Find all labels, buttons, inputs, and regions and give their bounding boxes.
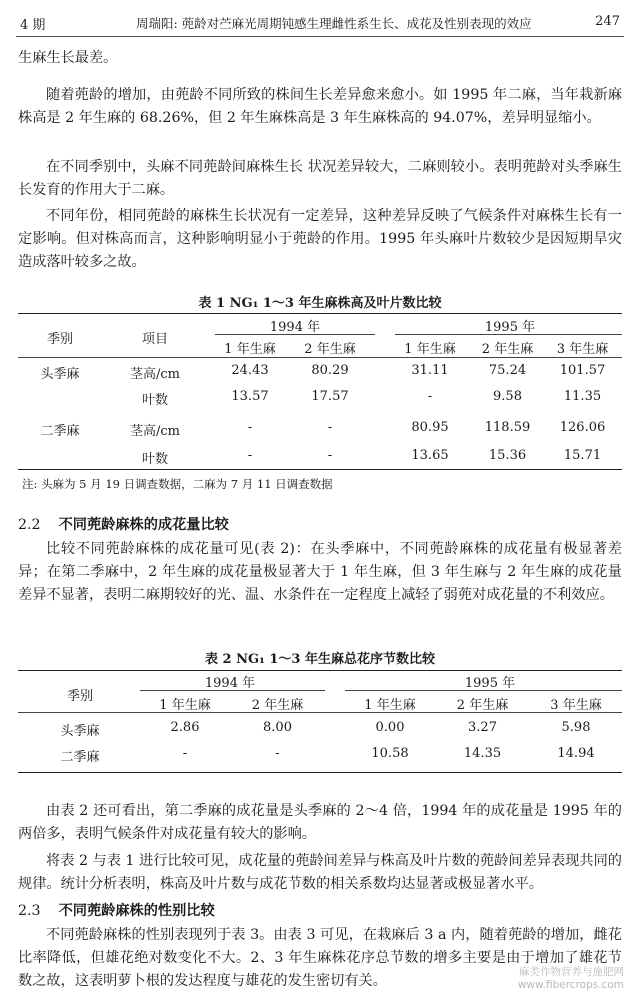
table2-cell: 2.86 (170, 720, 200, 735)
paragraph: 将表 2 与表 1 进行比较可见，成花量的蔸龄间差异与株高及叶片数的蔸龄间差异表现共同的规律。统计分析表明，株高及叶片数与成花节数的相关系数均达显著或极显著水平。 (18, 853, 622, 892)
table1-cell: 101.57 (559, 363, 606, 378)
table1-cell: 75.24 (488, 363, 527, 378)
table1-sub-1994-1: 1 年生麻 (224, 342, 276, 357)
table1-top-rule (18, 313, 622, 314)
table1-cell: 126.06 (559, 420, 606, 435)
table1-cell: 11.35 (563, 389, 602, 404)
site-watermark (518, 966, 624, 992)
table1-cell: - (327, 420, 333, 435)
table2-sub-1995-1: 1 年生麻 (364, 698, 416, 713)
table2-cell: 14.35 (463, 746, 502, 761)
table1-item: 茎高/cm (130, 367, 180, 382)
paragraph: 不同蔸龄麻株的性别表现列于表 3。由表 3 可见，在栽麻后 3 a 内，随着蔸龄的增加，雌花比率降低，但雄花绝对数变化不大。2、3 年生麻株花序总节数的增多主要是由于增加了雄花节数之故，这表明萝卜根的发达程度与雄花的发生密切有关。 (18, 927, 622, 989)
table1-header-item: 项目 (141, 332, 168, 347)
table1-item: 叶数 (141, 452, 168, 467)
table2-cell: 5.98 (561, 720, 591, 735)
table1-item: 叶数 (141, 393, 168, 408)
table2-top-rule (18, 670, 622, 671)
watermark-line: www.fibercrops.com (517, 979, 624, 991)
table1-cell: 17.57 (311, 389, 349, 404)
table2-cell: 8.00 (263, 720, 292, 735)
table1-cell: - (427, 389, 433, 404)
table1-cell: - (247, 420, 253, 435)
table1-cell: 24.43 (231, 363, 269, 378)
table1-caption: 表 1 NG₁ 1～3 年生麻株高及叶片数比较 (198, 296, 442, 311)
table2-bottom-rule (18, 772, 622, 773)
table2-year-1994: 1994 年 (204, 676, 256, 691)
table2-cell: 3.27 (468, 720, 497, 735)
table1-year-1995: 1995 年 (484, 320, 536, 335)
section-number: 2.3 (18, 903, 41, 919)
table1-sub-1995-1: 1 年生麻 (404, 342, 456, 357)
table1-subrule-1995 (395, 334, 622, 335)
table2-sub-1994-2: 2 年生麻 (251, 698, 304, 713)
running-header (16, 10, 624, 37)
table2-season: 头季麻 (60, 724, 100, 739)
issue-number: 4 期 (20, 18, 46, 33)
paragraph: 比较不同蔸龄麻株的成花量可见(表 2)：在头季麻中，不同蔸龄麻株的成花量有极显著差异；在第二季麻中，2 年生麻的成花量极显著大于 1 年生麻，但 3 年生麻与 2 年生麻的成花量差异不显著，表明二麻期较好的光、温、水条件在一定程度上减轻了弱蔸对成花量的不利效应。 (18, 541, 622, 603)
paragraph: 生麻生长最差。 (18, 50, 118, 66)
table1-year-1994: 1994 年 (269, 320, 321, 335)
table1-note: 注: 头麻为 5 月 19 日调查数据，二麻为 7 月 11 日调查数据 (22, 477, 333, 491)
table1-cell: 118.59 (484, 420, 531, 435)
table2-cell: 0.00 (375, 720, 405, 735)
table1-cell: 15.71 (563, 448, 602, 463)
table1-cell: 13.65 (411, 448, 449, 463)
table2-cell: 14.94 (557, 746, 595, 761)
section-number: 2.2 (18, 517, 41, 533)
table2-sub-1995-2: 2 年生麻 (456, 698, 509, 713)
page-number: 247 (595, 14, 620, 29)
table2-sub-1995-3: 3 年生麻 (550, 698, 602, 713)
table1-cell: 13.57 (231, 389, 269, 404)
paragraph: 不同年份，相同蔸龄的麻株生长状况有一定差异，这种差异反映了气候条件对麻株生长有一定影响。但对株高而言，这种影响明显小于蔸龄的作用。1995 年头麻叶片数较少是因短期旱灾造成落叶较多之故。 (18, 208, 622, 270)
table1-sub-1994-2: 2 年生麻 (304, 342, 356, 357)
table1-header-rule (18, 357, 622, 358)
paragraph: 由表 2 还可看出，第二季麻的成花量是头季麻的 2～4 倍，1994 年的成花量是 1995 年的两倍多，表明气候条件对成花量有较大的影响。 (18, 803, 622, 842)
table1-cell: - (327, 448, 333, 463)
table1-season: 二季麻 (40, 424, 80, 439)
table1-cell: 9.58 (493, 389, 522, 404)
table1-sub-1995-2: 2 年生麻 (481, 342, 534, 357)
table1-cell: 31.11 (411, 363, 449, 378)
table1-header-season: 季别 (46, 332, 73, 347)
table2-cell: 10.58 (371, 746, 409, 761)
section-heading (18, 900, 215, 920)
table2-header-season: 季别 (66, 689, 93, 704)
watermark-line: 麻类作物营养与施肥网 (519, 966, 624, 978)
table2-subrule-1995 (345, 690, 622, 691)
section-title: 不同蔸龄麻株的性别比较 (58, 903, 215, 919)
table2-header-rule (18, 712, 622, 713)
table2-cell: - (275, 746, 280, 761)
table1-cell: - (247, 448, 253, 463)
table1-cell: 80.29 (311, 363, 349, 378)
table1-sub-1995-3: 3 年生麻 (556, 342, 609, 357)
table2-cell: - (182, 746, 188, 761)
table1-item: 茎高/cm (130, 424, 180, 439)
paragraph: 随着蔸龄的增加，由蔸龄不同所致的株间生长差异愈来愈小。如 1995 年二麻，当年栽新麻株高是 2 年生麻的 68.26%，但 2 年生麻株高是 3 年生麻株高的 94.07%，差异明显缩小。 (18, 87, 622, 126)
section-title: 不同蔸龄麻株的成花量比较 (58, 517, 229, 533)
table1-cell: 80.95 (411, 420, 449, 435)
table1-subrule-1994 (215, 334, 375, 335)
table1-cell: 15.36 (488, 448, 527, 463)
section-heading (18, 514, 229, 534)
table2-sub-1994-1: 1 年生麻 (159, 698, 211, 713)
table2-caption: 表 2 NG₁ 1～3 年生麻总花序节数比较 (205, 652, 435, 667)
paragraph: 在不同季别中，头麻不同蔸龄间麻株生长 状况差异较大，二麻则较小。表明蔸龄对头季麻生长发育的作用大于二麻。 (18, 159, 622, 198)
table1-bottom-rule (18, 469, 622, 470)
running-title: 周瑞阳: 蔸龄对苎麻光周期钝感生理雌性系生长、成花及性别表现的效应 (136, 16, 532, 31)
table1-season: 头季麻 (40, 367, 80, 382)
table2-year-1995: 1995 年 (464, 676, 516, 691)
table2-season: 二季麻 (60, 750, 100, 765)
table2-subrule-1994 (140, 690, 325, 691)
